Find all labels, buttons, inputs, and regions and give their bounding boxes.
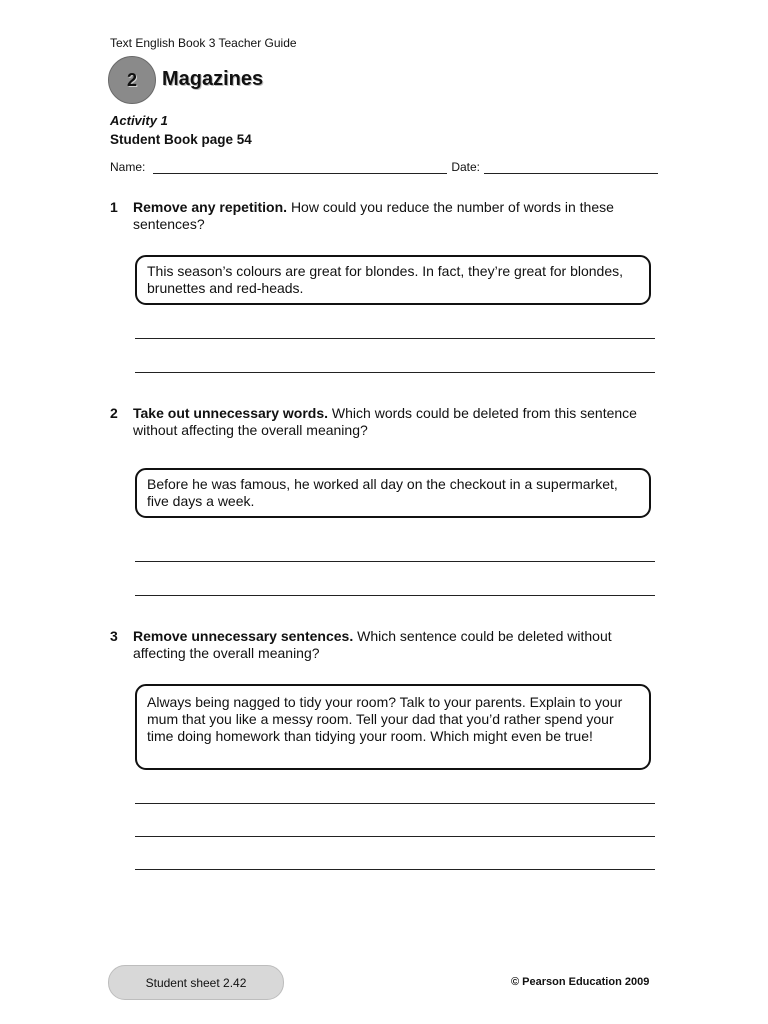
date-label: Date: — [451, 160, 481, 174]
answer-line[interactable] — [135, 595, 655, 596]
book-title: Text English Book 3 Teacher Guide — [110, 36, 297, 50]
student-sheet-label — [108, 965, 284, 1000]
question-prompt: Which sentence could be deleted without affecting the overall meaning? — [133, 628, 612, 661]
copyright: © Pearson Education 2009 — [511, 976, 650, 988]
question-1-example-box: This season’s colours are great for blondes. In fact, they’re great for blondes, brunettes and red-heads. — [135, 255, 651, 305]
question-1-text — [133, 199, 653, 233]
question-number: 3 — [110, 628, 118, 644]
question-number: 1 — [110, 199, 118, 215]
question-3-text — [133, 628, 653, 662]
question-3-example-box: Always being nagged to tidy your room? Talk to your parents. Explain to your mum that you like a messy room. Tell your dad that you’d rather spend your time doing homework than tidying your room. Which might even be true! — [135, 684, 651, 770]
chapter-badge — [108, 56, 156, 104]
answer-line[interactable] — [135, 338, 655, 339]
answer-line[interactable] — [135, 869, 655, 870]
question-1 — [110, 199, 118, 217]
question-heading: Remove any repetition. — [133, 199, 288, 215]
question-2-text — [133, 405, 653, 439]
activity-label: Activity 1 — [110, 113, 168, 128]
student-book-page: Student Book page 54 — [110, 132, 252, 147]
question-2-example-box: Before he was famous, he worked all day on the checkout in a supermarket, five days a week. — [135, 468, 651, 518]
question-prompt: Which words could be deleted from this sentence without affecting the overall meaning? — [133, 405, 637, 438]
question-2 — [110, 405, 118, 423]
question-heading: Take out unnecessary words. — [133, 405, 329, 421]
chapter-title: Magazines — [162, 68, 264, 90]
question-prompt: How could you reduce the number of words in these sentences? — [133, 199, 614, 232]
chapter-number: 2 — [126, 69, 137, 90]
question-heading: Remove unnecessary sentences. — [133, 628, 354, 644]
date-blank[interactable] — [484, 160, 658, 174]
name-blank[interactable] — [153, 160, 447, 174]
sheet-label-text: Student sheet 2.42 — [145, 975, 247, 990]
answer-line[interactable] — [135, 561, 655, 562]
answer-line[interactable] — [135, 372, 655, 373]
name-date-row — [110, 160, 658, 174]
question-3 — [110, 628, 118, 646]
question-number: 2 — [110, 405, 118, 421]
answer-line[interactable] — [135, 836, 655, 837]
name-label: Name: — [110, 160, 146, 174]
answer-line[interactable] — [135, 803, 655, 804]
